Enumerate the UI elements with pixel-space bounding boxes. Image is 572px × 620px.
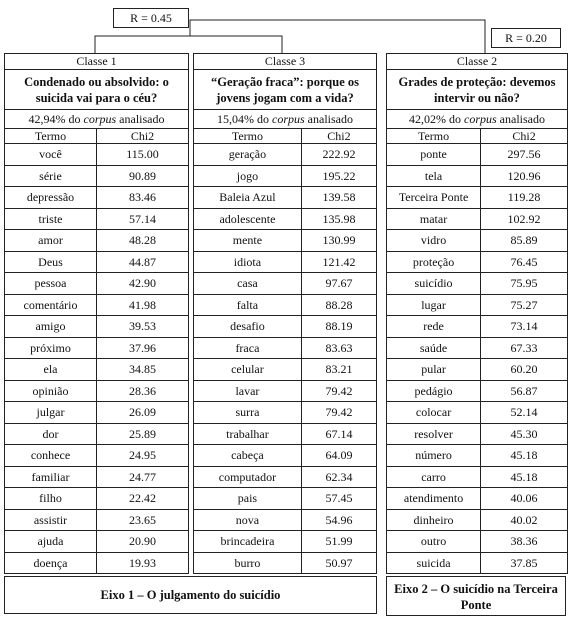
table-row	[5, 208, 188, 230]
chi-cell: 56.87	[481, 380, 567, 402]
term-header: Termo	[5, 129, 97, 144]
table-row	[5, 509, 188, 531]
table-row	[5, 251, 188, 273]
chi-cell: 130.99	[301, 230, 376, 252]
term-cell: pedágio	[387, 380, 481, 402]
table-row	[194, 337, 376, 359]
table-row	[194, 144, 376, 166]
chi-cell: 83.46	[97, 187, 189, 209]
chi-header: Chi2	[481, 129, 567, 144]
table-row	[387, 466, 567, 488]
chi-cell: 97.67	[301, 273, 376, 295]
class-name: Classe 3	[194, 54, 376, 70]
table-row	[5, 552, 188, 573]
chi-cell: 67.14	[301, 423, 376, 445]
term-cell: adolescente	[194, 208, 301, 230]
term-cell: desafio	[194, 316, 301, 338]
chi-cell: 88.28	[301, 294, 376, 316]
term-cell: dor	[5, 423, 97, 445]
term-table	[5, 129, 188, 573]
class-column-1	[4, 53, 189, 574]
chi-cell: 76.45	[481, 251, 567, 273]
chi-cell: 60.20	[481, 359, 567, 381]
chi-cell: 34.85	[97, 359, 189, 381]
chi-cell: 23.65	[97, 509, 189, 531]
chi-header: Chi2	[97, 129, 189, 144]
table-row	[5, 380, 188, 402]
chi-header: Chi2	[301, 129, 376, 144]
table-row	[194, 251, 376, 273]
term-table	[194, 129, 376, 573]
table-row	[194, 552, 376, 573]
chi-cell: 67.33	[481, 337, 567, 359]
chi-cell: 22.42	[97, 488, 189, 510]
term-cell: comentário	[5, 294, 97, 316]
term-cell: triste	[5, 208, 97, 230]
table-row	[387, 337, 567, 359]
chi-cell: 88.19	[301, 316, 376, 338]
term-cell: suicida	[387, 552, 481, 573]
table-row	[5, 359, 188, 381]
table-row	[387, 488, 567, 510]
term-cell: julgar	[5, 402, 97, 424]
table-row	[387, 165, 567, 187]
term-cell: jogo	[194, 165, 301, 187]
term-cell: próximo	[5, 337, 97, 359]
class-title: Condenado ou absolvido: o suicida vai para o céu?	[5, 70, 188, 110]
chi-cell: 54.96	[301, 509, 376, 531]
table-row	[5, 316, 188, 338]
chi-cell: 119.28	[481, 187, 567, 209]
table-row	[194, 509, 376, 531]
term-cell: idiota	[194, 251, 301, 273]
term-cell: matar	[387, 208, 481, 230]
term-cell: falta	[194, 294, 301, 316]
table-row	[194, 531, 376, 553]
table-row	[5, 337, 188, 359]
chi-cell: 83.21	[301, 359, 376, 381]
table-row	[387, 402, 567, 424]
table-row	[387, 208, 567, 230]
term-cell: nova	[194, 509, 301, 531]
term-cell: resolver	[387, 423, 481, 445]
term-cell: amigo	[5, 316, 97, 338]
term-table	[387, 129, 567, 573]
table-row	[387, 144, 567, 166]
term-cell: brincadeira	[194, 531, 301, 553]
chi-cell: 24.95	[97, 445, 189, 467]
table-row	[387, 294, 567, 316]
chi-cell: 50.97	[325, 555, 353, 570]
chi-cell: 139.58	[301, 187, 376, 209]
term-cell: celular	[194, 359, 301, 381]
chi-cell: 85.89	[481, 230, 567, 252]
term-cell: computador	[194, 466, 301, 488]
chi-cell: 37.85	[510, 555, 538, 570]
term-cell: colocar	[387, 402, 481, 424]
table-row	[5, 445, 188, 467]
table-row	[5, 466, 188, 488]
chi-cell: 44.87	[97, 251, 189, 273]
term-cell: amor	[5, 230, 97, 252]
term-cell: mente	[194, 230, 301, 252]
chi-cell: 40.06	[481, 488, 567, 510]
table-row	[194, 294, 376, 316]
chi-cell: 45.18	[481, 445, 567, 467]
chi-cell: 102.92	[481, 208, 567, 230]
class-percentage: 42,94% do corpus analisado	[5, 110, 188, 129]
chi-cell: 75.95	[481, 273, 567, 295]
term-cell: ajuda	[5, 531, 97, 553]
chi-cell: 64.09	[301, 445, 376, 467]
term-cell: outro	[387, 531, 481, 553]
table-row	[387, 445, 567, 467]
class-name: Classe 1	[5, 54, 188, 70]
chi-cell: 42.90	[97, 273, 189, 295]
chi-cell: 37.96	[97, 337, 189, 359]
term-cell: rede	[387, 316, 481, 338]
table-row	[387, 423, 567, 445]
term-cell: conhece	[5, 445, 97, 467]
chi-cell: 20.90	[97, 531, 189, 553]
chi-cell: 57.14	[97, 208, 189, 230]
table-row	[387, 273, 567, 295]
table-row	[387, 359, 567, 381]
term-cell: pessoa	[5, 273, 97, 295]
term-cell: familiar	[5, 466, 97, 488]
table-row	[194, 359, 376, 381]
chi-cell: 51.99	[301, 531, 376, 553]
term-cell: número	[387, 445, 481, 467]
term-cell: tela	[387, 165, 481, 187]
table-row	[387, 316, 567, 338]
chi-cell: 297.56	[481, 144, 567, 166]
chi-cell: 195.22	[301, 165, 376, 187]
table-row	[194, 316, 376, 338]
table-row	[5, 187, 188, 209]
class-percentage: 42,02% do corpus analisado	[387, 110, 567, 129]
table-row	[5, 165, 188, 187]
term-cell: burro	[194, 552, 301, 573]
term-cell: série	[5, 165, 97, 187]
chi-cell: 24.77	[97, 466, 189, 488]
chi-cell: 57.45	[301, 488, 376, 510]
term-cell: Baleia Azul	[194, 187, 301, 209]
table-row	[387, 187, 567, 209]
chi-cell: 120.96	[481, 165, 567, 187]
term-header: Termo	[387, 129, 481, 144]
chi-cell: 45.18	[481, 466, 567, 488]
chi-cell: 79.42	[301, 380, 376, 402]
term-cell: depressão	[5, 187, 97, 209]
chi-cell: 73.14	[481, 316, 567, 338]
chi-cell: 28.36	[97, 380, 189, 402]
term-cell: pular	[387, 359, 481, 381]
chi-cell: 115.00	[97, 144, 189, 166]
term-cell: pais	[194, 488, 301, 510]
table-row	[387, 230, 567, 252]
table-row	[194, 402, 376, 424]
term-cell: proteção	[387, 251, 481, 273]
table-row	[194, 230, 376, 252]
chi-cell: 135.98	[301, 208, 376, 230]
term-cell: cabeça	[194, 445, 301, 467]
table-row	[387, 509, 567, 531]
table-row	[5, 273, 188, 295]
chi-cell: 52.14	[481, 402, 567, 424]
bracket-classe1-classe3	[95, 36, 282, 53]
term-cell: casa	[194, 273, 301, 295]
term-cell: você	[5, 144, 97, 166]
term-cell: surra	[194, 402, 301, 424]
class-column-3	[193, 53, 377, 574]
term-cell: ela	[5, 359, 97, 381]
class-column-2	[386, 53, 568, 574]
table-row	[194, 445, 376, 467]
chi-cell: 222.92	[301, 144, 376, 166]
term-cell: suicídio	[387, 273, 481, 295]
axis-1-label: Eixo 1 – O julgamento do suicídio	[4, 576, 377, 614]
term-cell: ponte	[387, 144, 481, 166]
term-cell: Terceira Ponte	[387, 187, 481, 209]
term-cell: lugar	[387, 294, 481, 316]
class-percentage: 15,04% do corpus analisado	[194, 110, 376, 129]
chi-cell: 38.36	[481, 531, 567, 553]
table-row	[194, 380, 376, 402]
term-cell: vidro	[387, 230, 481, 252]
chi-cell: 121.42	[301, 251, 376, 273]
term-cell: trabalhar	[194, 423, 301, 445]
chi-cell: 19.93	[129, 555, 156, 570]
chi-cell: 62.34	[301, 466, 376, 488]
table-row	[194, 423, 376, 445]
term-cell: fraca	[194, 337, 301, 359]
term-cell: geração	[194, 144, 301, 166]
table-row	[5, 294, 188, 316]
chi-cell: 79.42	[301, 402, 376, 424]
term-cell: opinião	[5, 380, 97, 402]
table-row	[387, 552, 567, 573]
class-title: “Geração fraca”: porque os jovens jogam com a vida?	[194, 70, 376, 110]
class-title: Grades de proteção: devemos intervir ou não?	[387, 70, 567, 110]
table-row	[194, 466, 376, 488]
chi-cell: 39.53	[97, 316, 189, 338]
term-cell: dinheiro	[387, 509, 481, 531]
term-cell: saúde	[387, 337, 481, 359]
chi-cell: 75.27	[481, 294, 567, 316]
term-cell: filho	[5, 488, 97, 510]
table-row	[5, 423, 188, 445]
term-cell: atendimento	[387, 488, 481, 510]
table-row	[194, 187, 376, 209]
term-header: Termo	[194, 129, 301, 144]
term-cell: Deus	[5, 251, 97, 273]
chi-cell: 26.09	[97, 402, 189, 424]
table-row	[5, 144, 188, 166]
term-cell: doença	[5, 552, 97, 573]
term-cell: carro	[387, 466, 481, 488]
table-row	[194, 165, 376, 187]
class-name: Classe 2	[387, 54, 567, 70]
axis-2-label: Eixo 2 – O suicídio na Terceira Ponte	[386, 576, 566, 616]
table-row	[387, 380, 567, 402]
chi-cell: 90.89	[97, 165, 189, 187]
table-row	[387, 251, 567, 273]
chi-cell: 48.28	[97, 230, 189, 252]
chi-cell: 45.30	[481, 423, 567, 445]
table-row	[5, 488, 188, 510]
table-row	[194, 488, 376, 510]
table-row	[194, 273, 376, 295]
chi-cell: 40.02	[481, 509, 567, 531]
table-row	[387, 531, 567, 553]
table-row	[5, 531, 188, 553]
term-cell: lavar	[194, 380, 301, 402]
chi-cell: 25.89	[97, 423, 189, 445]
table-row	[5, 402, 188, 424]
chi-cell: 83.63	[301, 337, 376, 359]
r-label-top: R = 0.45	[113, 8, 189, 28]
r-label-right: R = 0.20	[491, 28, 561, 48]
term-cell: assistir	[5, 509, 97, 531]
chi-cell: 41.98	[97, 294, 189, 316]
table-row	[194, 208, 376, 230]
table-row	[5, 230, 188, 252]
